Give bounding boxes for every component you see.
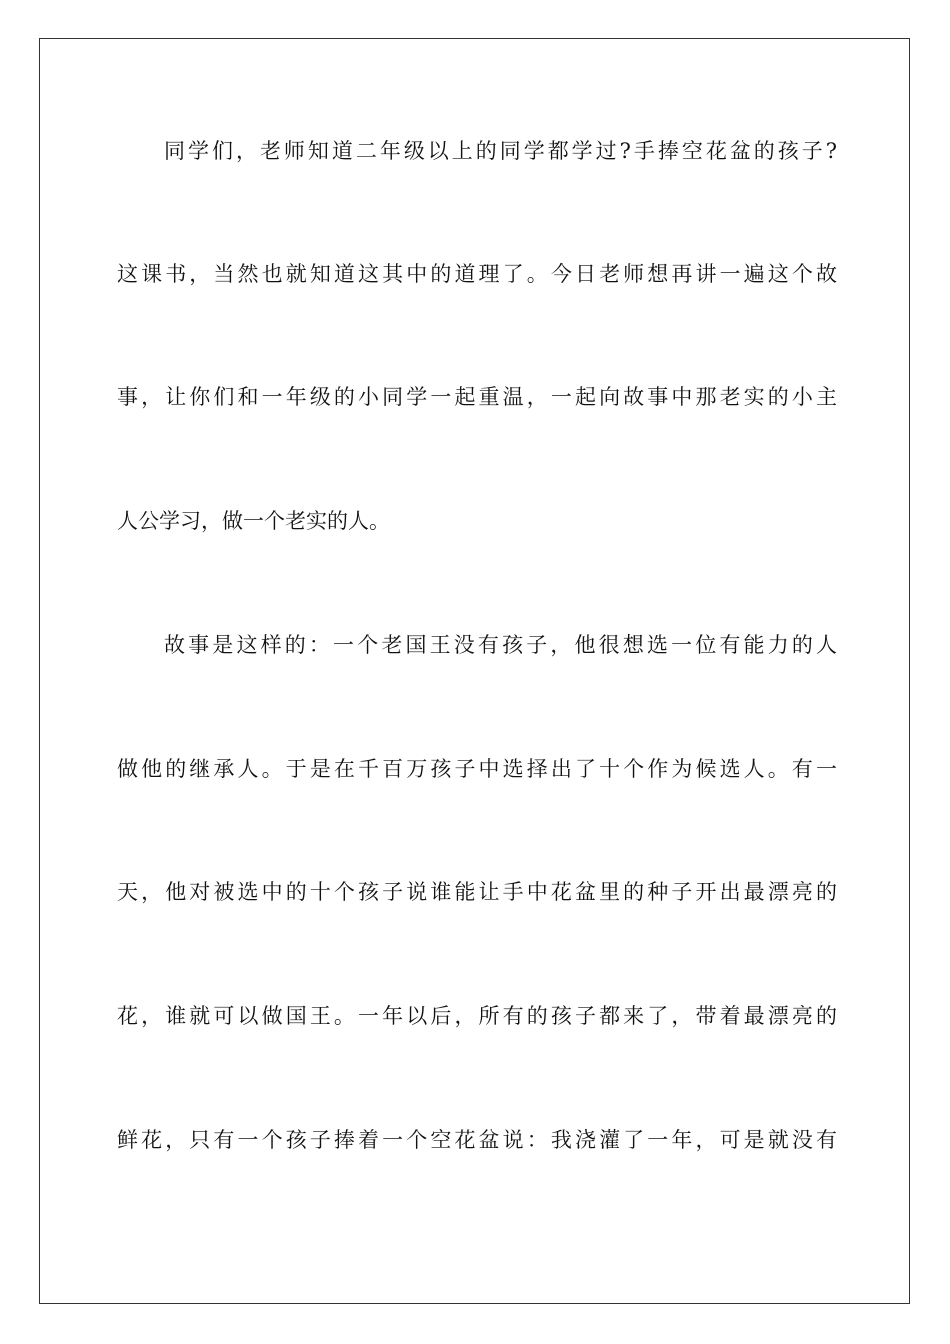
text-line: 做他的继承人。于是在千百万孩子中选择出了十个作为候选人。有一 xyxy=(117,757,837,781)
text-line: 花，谁就可以做国王。一年以后，所有的孩子都来了，带着最漂亮的 xyxy=(117,1004,837,1028)
text-line: 故事是这样的：一个老国王没有孩子，他很想选一位有能力的人 xyxy=(164,633,837,657)
text-line: 事，让你们和一年级的小同学一起重温，一起向故事中那老实的小主 xyxy=(117,385,837,409)
text-line: 天，他对被选中的十个孩子说谁能让手中花盆里的种子开出最漂亮的 xyxy=(117,880,837,904)
text-line: 这课书，当然也就知道这其中的道理了。今日老师想再讲一遍这个故 xyxy=(117,262,837,286)
text-line: 人公学习，做一个老实的人。 xyxy=(117,509,390,533)
text-line: 同学们，老师知道二年级以上的同学都学过?手捧空花盆的孩子? xyxy=(164,139,837,163)
page-border xyxy=(39,38,910,1304)
text-line: 鲜花，只有一个孩子捧着一个空花盆说：我浇灌了一年，可是就没有 xyxy=(117,1128,837,1152)
